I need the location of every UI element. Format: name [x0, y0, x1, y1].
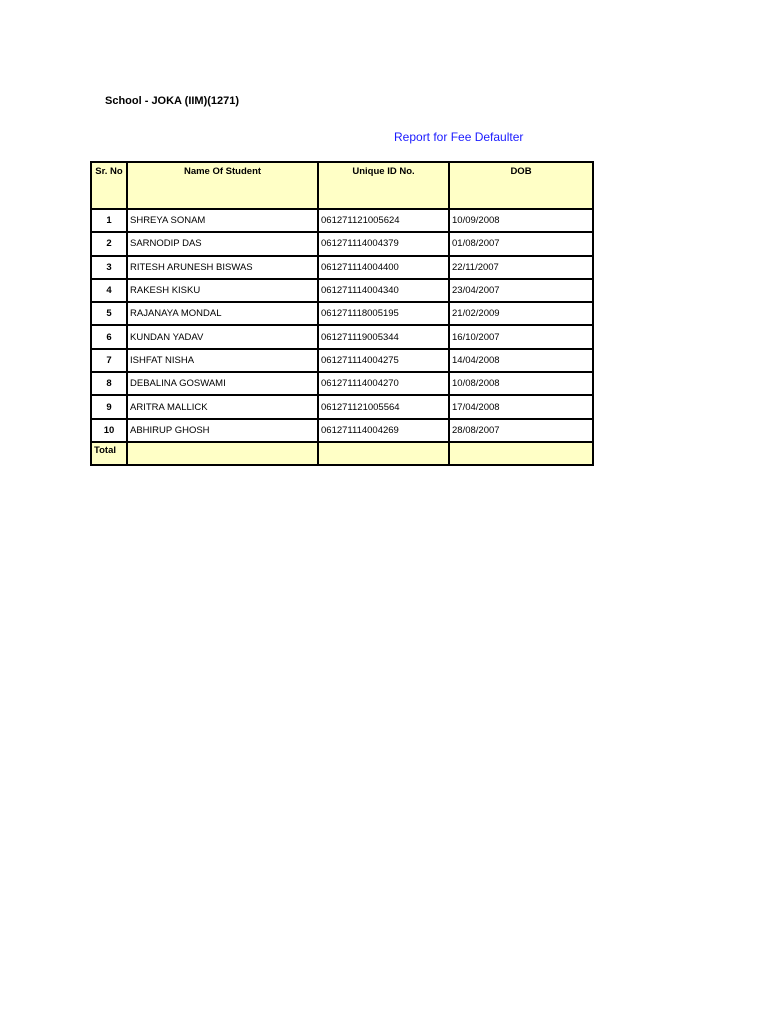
cell-student-name: SARNODIP DAS	[127, 232, 318, 255]
cell-unique-id: 061271121005564	[318, 395, 449, 418]
cell-dob: 28/08/2007	[449, 419, 593, 442]
column-header-dob: DOB	[449, 162, 593, 209]
cell-sr-no: 8	[91, 372, 127, 395]
cell-student-name: ABHIRUP GHOSH	[127, 419, 318, 442]
table-row	[91, 395, 593, 418]
cell-unique-id: 061271114004400	[318, 256, 449, 279]
total-cell-uid	[318, 442, 449, 465]
cell-student-name: SHREYA SONAM	[127, 209, 318, 232]
cell-sr-no: 4	[91, 279, 127, 302]
cell-dob: 23/04/2007	[449, 279, 593, 302]
column-header-name: Name Of Student	[127, 162, 318, 209]
cell-dob: 22/11/2007	[449, 256, 593, 279]
cell-dob: 16/10/2007	[449, 325, 593, 348]
total-cell-dob	[449, 442, 593, 465]
cell-dob: 21/02/2009	[449, 302, 593, 325]
cell-unique-id: 061271114004269	[318, 419, 449, 442]
table-row	[91, 209, 593, 232]
cell-unique-id: 061271119005344	[318, 325, 449, 348]
table-row	[91, 302, 593, 325]
cell-unique-id: 061271114004379	[318, 232, 449, 255]
column-header-unique-id: Unique ID No.	[318, 162, 449, 209]
cell-student-name: RAKESH KISKU	[127, 279, 318, 302]
cell-unique-id: 061271118005195	[318, 302, 449, 325]
cell-student-name: DEBALINA GOSWAMI	[127, 372, 318, 395]
cell-sr-no: 6	[91, 325, 127, 348]
cell-student-name: ISHFAT NISHA	[127, 349, 318, 372]
cell-sr-no: 1	[91, 209, 127, 232]
cell-unique-id: 061271114004275	[318, 349, 449, 372]
cell-dob: 10/09/2008	[449, 209, 593, 232]
cell-sr-no: 3	[91, 256, 127, 279]
cell-dob: 01/08/2007	[449, 232, 593, 255]
cell-student-name: KUNDAN YADAV	[127, 325, 318, 348]
table-header-row	[91, 162, 593, 209]
fee-defaulter-table	[90, 161, 594, 466]
cell-student-name: ARITRA MALLICK	[127, 395, 318, 418]
cell-sr-no: 2	[91, 232, 127, 255]
cell-sr-no: 7	[91, 349, 127, 372]
table-row	[91, 419, 593, 442]
table-row	[91, 256, 593, 279]
cell-student-name: RITESH ARUNESH BISWAS	[127, 256, 318, 279]
cell-unique-id: 061271114004340	[318, 279, 449, 302]
cell-sr-no: 9	[91, 395, 127, 418]
table-row	[91, 349, 593, 372]
table-row	[91, 325, 593, 348]
cell-unique-id: 061271114004270	[318, 372, 449, 395]
total-row	[91, 442, 593, 465]
cell-sr-no: 10	[91, 419, 127, 442]
table-row	[91, 279, 593, 302]
column-header-sr-no: Sr. No	[91, 162, 127, 209]
total-label: Total	[91, 442, 127, 465]
cell-unique-id: 061271121005624	[318, 209, 449, 232]
table-row	[91, 232, 593, 255]
table-row	[91, 372, 593, 395]
cell-student-name: RAJANAYA MONDAL	[127, 302, 318, 325]
cell-dob: 17/04/2008	[449, 395, 593, 418]
school-title: School - JOKA (IIM)(1271)	[105, 95, 240, 107]
report-title: Report for Fee Defaulter	[394, 130, 524, 144]
cell-dob: 14/04/2008	[449, 349, 593, 372]
total-cell-name	[127, 442, 318, 465]
cell-sr-no: 5	[91, 302, 127, 325]
cell-dob: 10/08/2008	[449, 372, 593, 395]
